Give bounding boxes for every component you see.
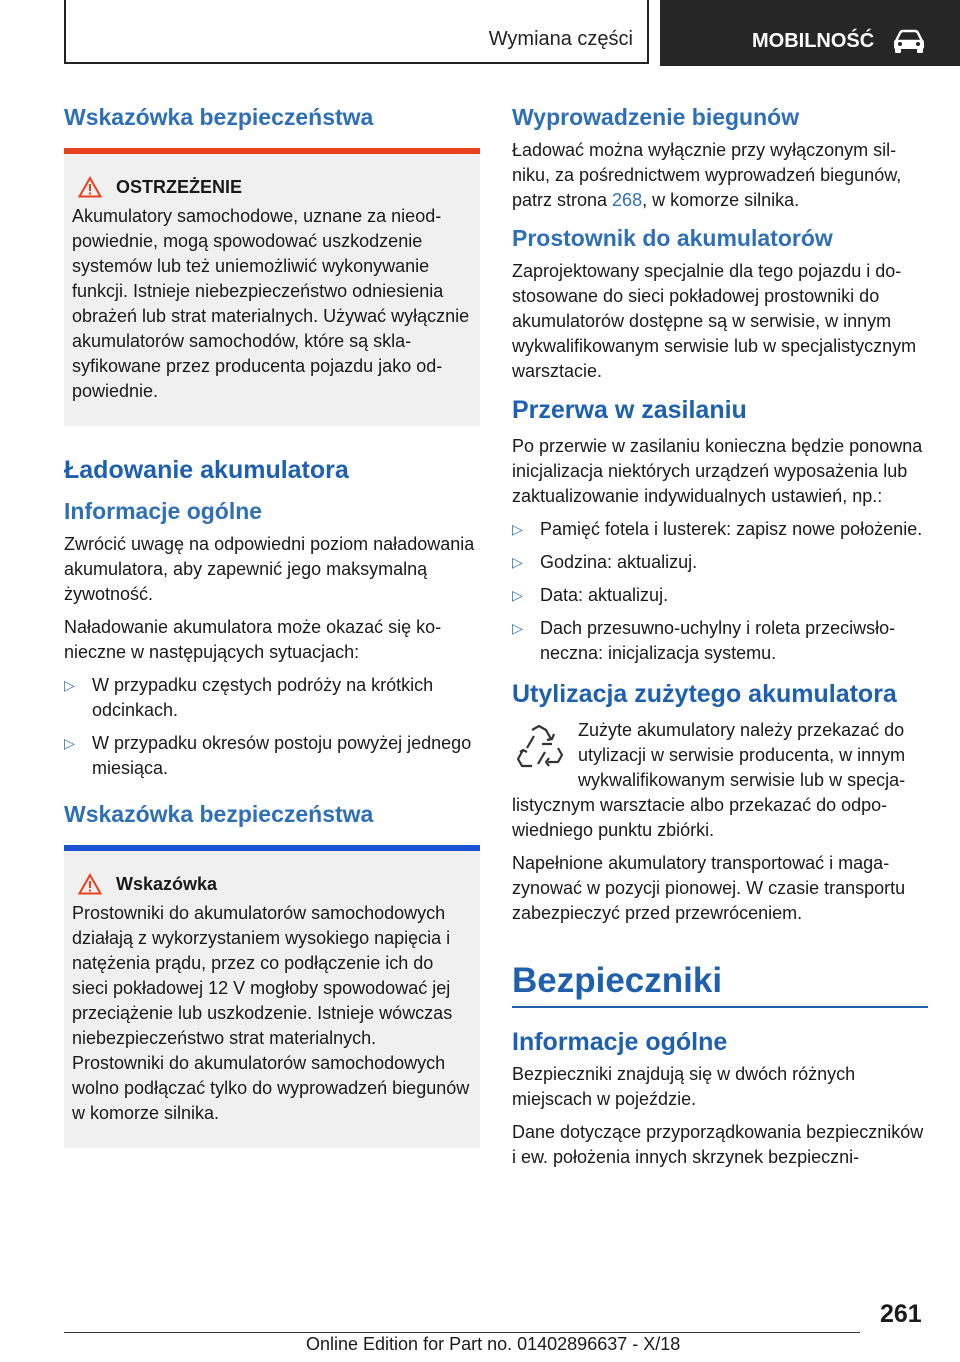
- list-item: ▷ Data: aktualizuj.: [512, 583, 928, 608]
- list-item: ▷ Godzina: aktualizuj.: [512, 550, 928, 575]
- warning-text: Akumulatory samochodowe, uznane za nieodpowiednie, mogą spowodować uszkodzenie systemów lub też uniemożliwić wykonywanie funkcji. Istnieje niebezpieczeństwo odniesienia obrażeń lub strat materialnych. Używać wyłącznie akumulatorów samochodów, które są sklasyfikowane przez producenta pojazdu jako odpowiednie.: [72, 206, 470, 401]
- warning-triangle-icon: [78, 176, 102, 198]
- disposal-title: Utylizacja zużytego akumulatora: [512, 680, 897, 708]
- fuses-title: Bezpieczniki: [512, 961, 723, 1000]
- triangle-bullet-icon: ▷: [64, 735, 75, 751]
- right-column: [512, 100, 928, 1178]
- note-label: Wskazówka: [116, 873, 218, 894]
- safety-title-2: Wskazówka bezpieczeństwa: [64, 801, 374, 827]
- header-chapter-title: MOBILNOŚĆ: [752, 30, 875, 52]
- footer-divider: [64, 1332, 860, 1333]
- disposal-block: [512, 718, 928, 926]
- list-item: ▷ Dach przesuwno-uchylny i roleta przeciwsłoneczna: inicjalizacja systemu.: [512, 618, 896, 663]
- disposal-paragraph-1: Zużyte akumulatory należy przekazać do utylizacji w serwisie producenta, w innym wykwalifikowanym serwisie lub w specjalistycznym warsztacie albo przekazać do odpowiedniego punktu zbiórki.: [512, 720, 906, 840]
- fuses-divider: [512, 1006, 928, 1008]
- chargers-text: Zaprojektowany specjalnie dla tego pojazdu i dostosowane do sieci pokładowej prostowniki do akumulatorów dostępne są w serwisie, w innym wykwalifikowanym serwisie lub w specjalistycznym warsztacie.: [512, 261, 917, 381]
- warning-box: [64, 154, 480, 426]
- charging-list: [64, 673, 480, 781]
- header-chapter-box: [660, 0, 960, 66]
- charging-title: Ładowanie akumulatora: [64, 456, 349, 484]
- triangle-bullet-icon: ▷: [512, 620, 523, 636]
- triangle-bullet-icon: ▷: [512, 554, 523, 570]
- header-section-title: Wymiana części: [488, 28, 633, 50]
- fuses-paragraph-2: Dane dotyczące przyporządkowania bezpieczników i ew. położenia innych skrzynek bezpieczni-: [512, 1122, 924, 1167]
- poles-title: Wyprowadzenie biegunów: [512, 104, 800, 130]
- recycle-icon: [512, 722, 566, 776]
- poles-text: Ładować można wyłącznie przy wyłączonym silniku, za pośrednictwem wyprowadzeń biegunów, patrz strona 268, w komorze silnika.: [512, 140, 902, 210]
- disposal-paragraph-2: Napełnione akumulatory transportować i magazynować w pozycji pionowej. W czasie transportu zabezpieczyć przed przewróceniem.: [512, 853, 906, 923]
- triangle-bullet-icon: ▷: [64, 677, 75, 693]
- safety-title-1: Wskazówka bezpieczeństwa: [64, 104, 374, 130]
- power-cut-title: Przerwa w zasilaniu: [512, 396, 747, 424]
- page-link[interactable]: 268: [612, 190, 643, 210]
- power-cut-text: Po przerwie w zasilaniu konieczna będzie ponowna inicjalizacja niektórych urządzeń wyposażenia lub zaktualizowanie indywidualnych ustawień, np.:: [512, 436, 923, 506]
- triangle-bullet-icon: ▷: [512, 521, 523, 537]
- list-item: ▷ W przypadku okresów postoju powyżej jednego miesiąca.: [64, 733, 472, 778]
- charging-general-title: Informacje ogólne: [64, 498, 263, 524]
- power-cut-list: [512, 517, 928, 666]
- note-text: Prostowniki do akumulatorów samochodowych działają z wykorzystaniem wysokiego napięcia i natężenia prądu, przez co podłączenie ich do sieci pokładowej 12 V mogłoby spowodować jej przeciążenie lub uszkodzenie. Istnieje wówczas niebezpieczeństwo strat materialnych. Prostowniki do akumulatorów samochodowych wolno podłączać tylko do wyprowadzeń biegunów w komorze silnika.: [72, 903, 470, 1123]
- page-number: 261: [880, 1300, 922, 1328]
- car-icon: [892, 28, 926, 54]
- header-section-box: [64, 0, 649, 64]
- chargers-title: Prostownik do akumulatorów: [512, 225, 833, 251]
- note-header: [72, 873, 472, 895]
- warning-label: OSTRZEŻENIE: [116, 176, 243, 197]
- left-column: [64, 100, 480, 1174]
- fuses-paragraph-1: Bezpieczniki znajdują się w dwóch różnych miejscach w pojeździe.: [512, 1064, 856, 1109]
- fuses-general-title: Informacje ogólne: [512, 1028, 728, 1056]
- charging-paragraph-2: Naładowanie akumulatora może okazać się konieczne w następujących sytuacjach:: [64, 617, 442, 662]
- list-item: ▷ Pamięć fotela i lusterek: zapisz nowe położenie.: [512, 517, 928, 542]
- note-box: [64, 851, 480, 1148]
- list-item: ▷ W przypadku częstych podróży na krótkich odcinkach.: [64, 675, 434, 720]
- footer-edition: Online Edition for Part no. 01402896637 - X/18: [306, 1334, 681, 1354]
- charging-paragraph-1: Zwrócić uwagę na odpowiedni poziom naładowania akumulatora, aby zapewnić jego maksymalną żywotność.: [64, 534, 475, 604]
- triangle-bullet-icon: ▷: [512, 587, 523, 603]
- warning-header: [72, 176, 472, 198]
- warning-triangle-icon: [78, 873, 102, 895]
